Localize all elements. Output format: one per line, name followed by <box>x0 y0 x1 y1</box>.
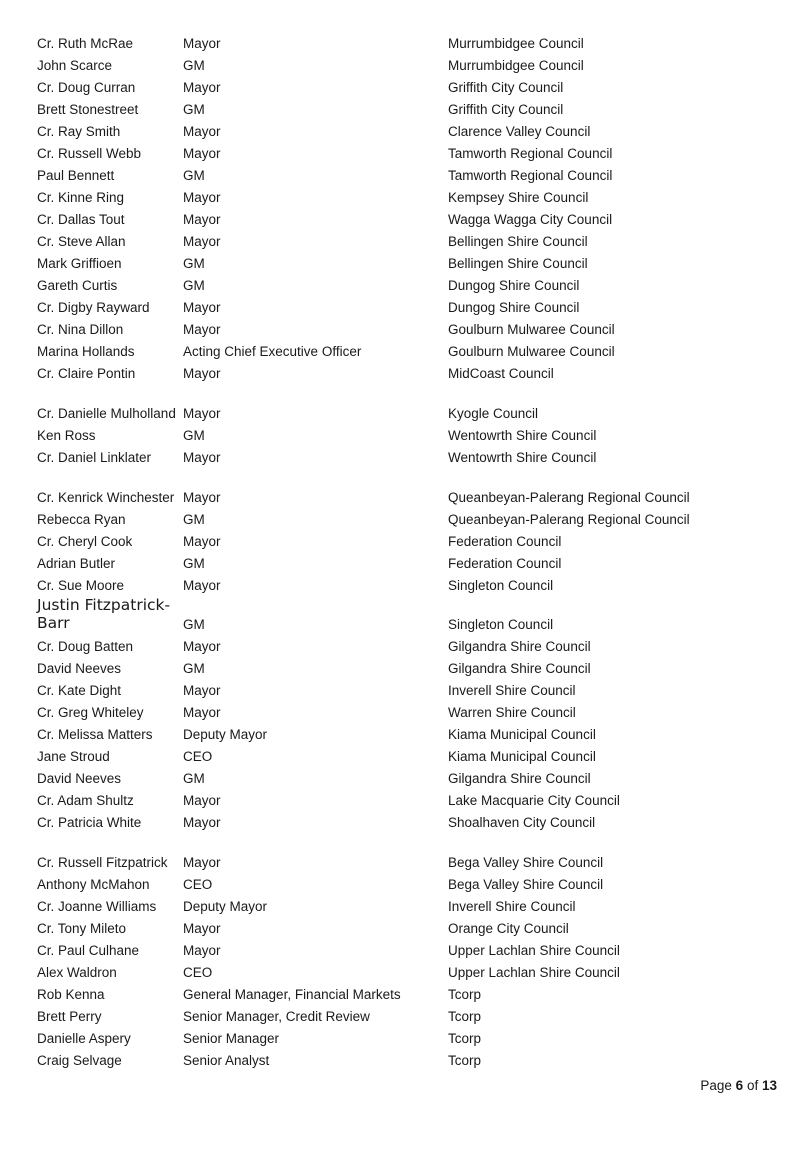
attendee-title: Mayor <box>183 79 221 95</box>
attendee-title: GM <box>183 167 205 183</box>
table-row <box>37 938 777 960</box>
attendee-organisation: Tcorp <box>448 1008 482 1024</box>
attendee-name: Cr. Tony Mileto <box>37 920 127 936</box>
attendee-name: Cr. Danielle Mulholland <box>37 405 176 421</box>
table-row <box>37 185 777 207</box>
attendee-name: Craig Selvage <box>37 1052 122 1068</box>
attendee-organisation: Tamworth Regional Council <box>448 167 613 183</box>
table-row <box>37 982 777 1004</box>
attendee-name: Brett Stonestreet <box>37 101 139 117</box>
attendee-organisation: Griffith City Council <box>448 101 564 117</box>
attendee-name: Paul Bennett <box>37 167 115 183</box>
attendee-title: GM <box>183 277 205 293</box>
attendee-title: Senior Manager <box>183 1030 280 1046</box>
attendee-name: Cr. Ruth McRae <box>37 35 134 51</box>
attendee-name: Cr. Kinne Ring <box>37 189 125 205</box>
table-row <box>37 31 777 53</box>
attendee-title: CEO <box>183 964 213 980</box>
attendee-title: GM <box>183 616 205 632</box>
table-row <box>37 229 777 251</box>
of-label: of <box>746 1078 759 1093</box>
table-row <box>37 832 777 872</box>
attendee-organisation: Dungog Shire Council <box>448 299 580 315</box>
table-row <box>37 916 777 938</box>
attendee-name: Alex Waldron <box>37 964 117 980</box>
attendee-title: CEO <box>183 748 213 764</box>
attendee-name: Cr. Dallas Tout <box>37 211 125 227</box>
attendee-name: Rob Kenna <box>37 986 105 1002</box>
table-row <box>37 766 777 788</box>
attendee-title: GM <box>183 511 205 527</box>
table-row <box>37 445 777 467</box>
attendee-name: Anthony McMahon <box>37 876 150 892</box>
attendee-title: Senior Analyst <box>183 1052 270 1068</box>
attendee-organisation: Clarence Valley Council <box>448 123 591 139</box>
attendee-name: Cr. Russell Webb <box>37 145 142 161</box>
table-row <box>37 141 777 163</box>
attendee-organisation: Gilgandra Shire Council <box>448 660 591 676</box>
attendee-organisation: Bellingen Shire Council <box>448 233 588 249</box>
table-row <box>37 97 777 119</box>
attendee-organisation: Wentowrth Shire Council <box>448 427 597 443</box>
attendee-name: David Neeves <box>37 770 122 786</box>
attendee-name: Cr. Cheryl Cook <box>37 533 133 549</box>
attendee-organisation: Goulburn Mulwaree Council <box>448 343 615 359</box>
table-row <box>37 678 777 700</box>
attendee-title: GM <box>183 770 205 786</box>
attendee-organisation: Murrumbidgee Council <box>448 57 584 73</box>
table-row <box>37 507 777 529</box>
attendee-organisation: Upper Lachlan Shire Council <box>448 964 620 980</box>
attendee-name: Cr. Melissa Matters <box>37 726 153 742</box>
attendee-title: Mayor <box>183 489 221 505</box>
attendee-organisation: Dungog Shire Council <box>448 277 580 293</box>
attendee-title: Deputy Mayor <box>183 726 268 742</box>
attendee-title: Mayor <box>183 533 221 549</box>
attendee-organisation: Bellingen Shire Council <box>448 255 588 271</box>
total-pages: 13 <box>761 1078 777 1093</box>
attendee-organisation: Bega Valley Shire Council <box>448 876 604 892</box>
table-row <box>37 361 777 383</box>
attendee-title: Mayor <box>183 233 221 249</box>
attendee-organisation: Kyogle Council <box>448 405 539 421</box>
attendee-name: John Scarce <box>37 57 113 73</box>
attendee-title: Mayor <box>183 189 221 205</box>
attendee-organisation: MidCoast Council <box>448 365 554 381</box>
page-footer <box>700 1078 777 1093</box>
attendee-title: Mayor <box>183 365 221 381</box>
attendee-organisation: Tamworth Regional Council <box>448 145 613 161</box>
attendee-name: David Neeves <box>37 660 122 676</box>
attendee-title: GM <box>183 660 205 676</box>
attendee-title: CEO <box>183 876 213 892</box>
page-label: Page <box>700 1078 732 1093</box>
attendee-name: Cr. Adam Shultz <box>37 792 134 808</box>
attendee-table-body <box>37 31 777 1070</box>
table-row <box>37 656 777 678</box>
attendee-title: Mayor <box>183 638 221 654</box>
attendee-organisation: Upper Lachlan Shire Council <box>448 942 620 958</box>
table-row <box>37 251 777 273</box>
table-row <box>37 423 777 445</box>
table-row <box>37 551 777 573</box>
table-row <box>37 1048 777 1070</box>
attendee-organisation: Inverell Shire Council <box>448 682 576 698</box>
table-row <box>37 163 777 185</box>
attendee-title: GM <box>183 101 205 117</box>
attendee-table <box>37 31 777 1070</box>
attendee-organisation: Kiama Municipal Council <box>448 726 596 742</box>
attendee-organisation: Tcorp <box>448 986 482 1002</box>
attendee-organisation: Bega Valley Shire Council <box>448 854 604 870</box>
attendee-title: Mayor <box>183 211 221 227</box>
table-row <box>37 1004 777 1026</box>
attendee-organisation: Inverell Shire Council <box>448 898 576 914</box>
attendee-title: Deputy Mayor <box>183 898 268 914</box>
attendee-title: Mayor <box>183 577 221 593</box>
attendee-organisation: Gilgandra Shire Council <box>448 770 591 786</box>
attendee-title: Mayor <box>183 35 221 51</box>
attendee-name: Rebecca Ryan <box>37 511 126 527</box>
table-row <box>37 788 777 810</box>
attendee-name: Cr. Paul Culhane <box>37 942 140 958</box>
table-row <box>37 119 777 141</box>
attendee-name: Cr. Kate Dight <box>37 682 122 698</box>
attendee-name: Cr. Patricia White <box>37 814 142 830</box>
attendee-title: GM <box>183 255 205 271</box>
attendee-name: Jane Stroud <box>37 748 110 764</box>
attendee-name: Ken Ross <box>37 427 96 443</box>
attendee-name: Cr. Russell Fitzpatrick <box>37 854 168 870</box>
attendee-name: Gareth Curtis <box>37 277 118 293</box>
attendee-name: Cr. Joanne Williams <box>37 898 157 914</box>
table-row <box>37 295 777 317</box>
table-row <box>37 1026 777 1048</box>
attendee-title: Mayor <box>183 792 221 808</box>
attendee-name: Cr. Greg Whiteley <box>37 704 144 720</box>
attendee-organisation: Tcorp <box>448 1052 482 1068</box>
attendee-title: GM <box>183 555 205 571</box>
attendee-name: Cr. Ray Smith <box>37 123 121 139</box>
attendee-organisation: Shoalhaven City Council <box>448 814 596 830</box>
attendee-name: Justin Fitzpatrick-Barr <box>37 596 171 632</box>
table-row <box>37 700 777 722</box>
attendee-title: Mayor <box>183 814 221 830</box>
attendee-organisation: Queanbeyan-Palerang Regional Council <box>448 489 690 505</box>
attendee-name: Cr. Digby Rayward <box>37 299 150 315</box>
table-row <box>37 894 777 916</box>
attendee-title: Mayor <box>183 854 221 870</box>
table-row <box>37 573 777 595</box>
attendee-organisation: Lake Macquarie City Council <box>448 792 620 808</box>
attendee-title: Mayor <box>183 123 221 139</box>
attendee-organisation: Federation Council <box>448 555 562 571</box>
attendee-title: Mayor <box>183 299 221 315</box>
table-row <box>37 595 777 634</box>
table-row <box>37 467 777 507</box>
attendee-organisation: Goulburn Mulwaree Council <box>448 321 615 337</box>
attendee-title: Mayor <box>183 682 221 698</box>
attendee-organisation: Wagga Wagga City Council <box>448 211 613 227</box>
attendee-name: Cr. Steve Allan <box>37 233 126 249</box>
attendee-organisation: Gilgandra Shire Council <box>448 638 591 654</box>
attendee-name: Cr. Nina Dillon <box>37 321 124 337</box>
table-row <box>37 960 777 982</box>
attendee-organisation: Wentowrth Shire Council <box>448 449 597 465</box>
attendee-name: Cr. Claire Pontin <box>37 365 136 381</box>
attendee-title: Mayor <box>183 405 221 421</box>
attendee-name: Brett Perry <box>37 1008 102 1024</box>
attendee-name: Adrian Butler <box>37 555 116 571</box>
attendee-title: Acting Chief Executive Officer <box>183 343 362 359</box>
attendee-organisation: Orange City Council <box>448 920 569 936</box>
table-row <box>37 744 777 766</box>
attendee-title: Mayor <box>183 704 221 720</box>
attendee-title: GM <box>183 57 205 73</box>
table-row <box>37 872 777 894</box>
attendee-name: Cr. Sue Moore <box>37 577 125 593</box>
attendee-name: Cr. Doug Curran <box>37 79 136 95</box>
attendee-title: GM <box>183 427 205 443</box>
attendee-organisation: Federation Council <box>448 533 562 549</box>
attendee-name: Mark Griffioen <box>37 255 122 271</box>
attendee-organisation: Murrumbidgee Council <box>448 35 584 51</box>
table-row <box>37 634 777 656</box>
table-row <box>37 207 777 229</box>
table-row <box>37 383 777 423</box>
table-row <box>37 810 777 832</box>
attendee-title: Senior Manager, Credit Review <box>183 1008 370 1024</box>
attendee-name: Cr. Doug Batten <box>37 638 134 654</box>
attendee-organisation: Griffith City Council <box>448 79 564 95</box>
attendee-organisation: Warren Shire Council <box>448 704 576 720</box>
attendee-organisation: Kempsey Shire Council <box>448 189 589 205</box>
page-number: 6 <box>735 1078 744 1093</box>
attendee-name: Cr. Daniel Linklater <box>37 449 152 465</box>
attendee-organisation: Singleton Council <box>448 616 554 632</box>
table-row <box>37 317 777 339</box>
attendee-title: Mayor <box>183 942 221 958</box>
attendee-name: Marina Hollands <box>37 343 135 359</box>
attendee-organisation: Kiama Municipal Council <box>448 748 596 764</box>
attendee-name: Danielle Aspery <box>37 1030 131 1046</box>
attendee-title: Mayor <box>183 920 221 936</box>
table-row <box>37 273 777 295</box>
attendee-title: Mayor <box>183 449 221 465</box>
attendee-title: General Manager, Financial Markets <box>183 986 401 1002</box>
attendee-organisation: Queanbeyan-Palerang Regional Council <box>448 511 690 527</box>
attendee-organisation: Singleton Council <box>448 577 554 593</box>
table-row <box>37 53 777 75</box>
attendee-organisation: Tcorp <box>448 1030 482 1046</box>
attendee-name: Cr. Kenrick Winchester <box>37 489 175 505</box>
attendee-title: Mayor <box>183 321 221 337</box>
table-row <box>37 75 777 97</box>
table-row <box>37 722 777 744</box>
attendee-title: Mayor <box>183 145 221 161</box>
table-row <box>37 529 777 551</box>
table-row <box>37 339 777 361</box>
